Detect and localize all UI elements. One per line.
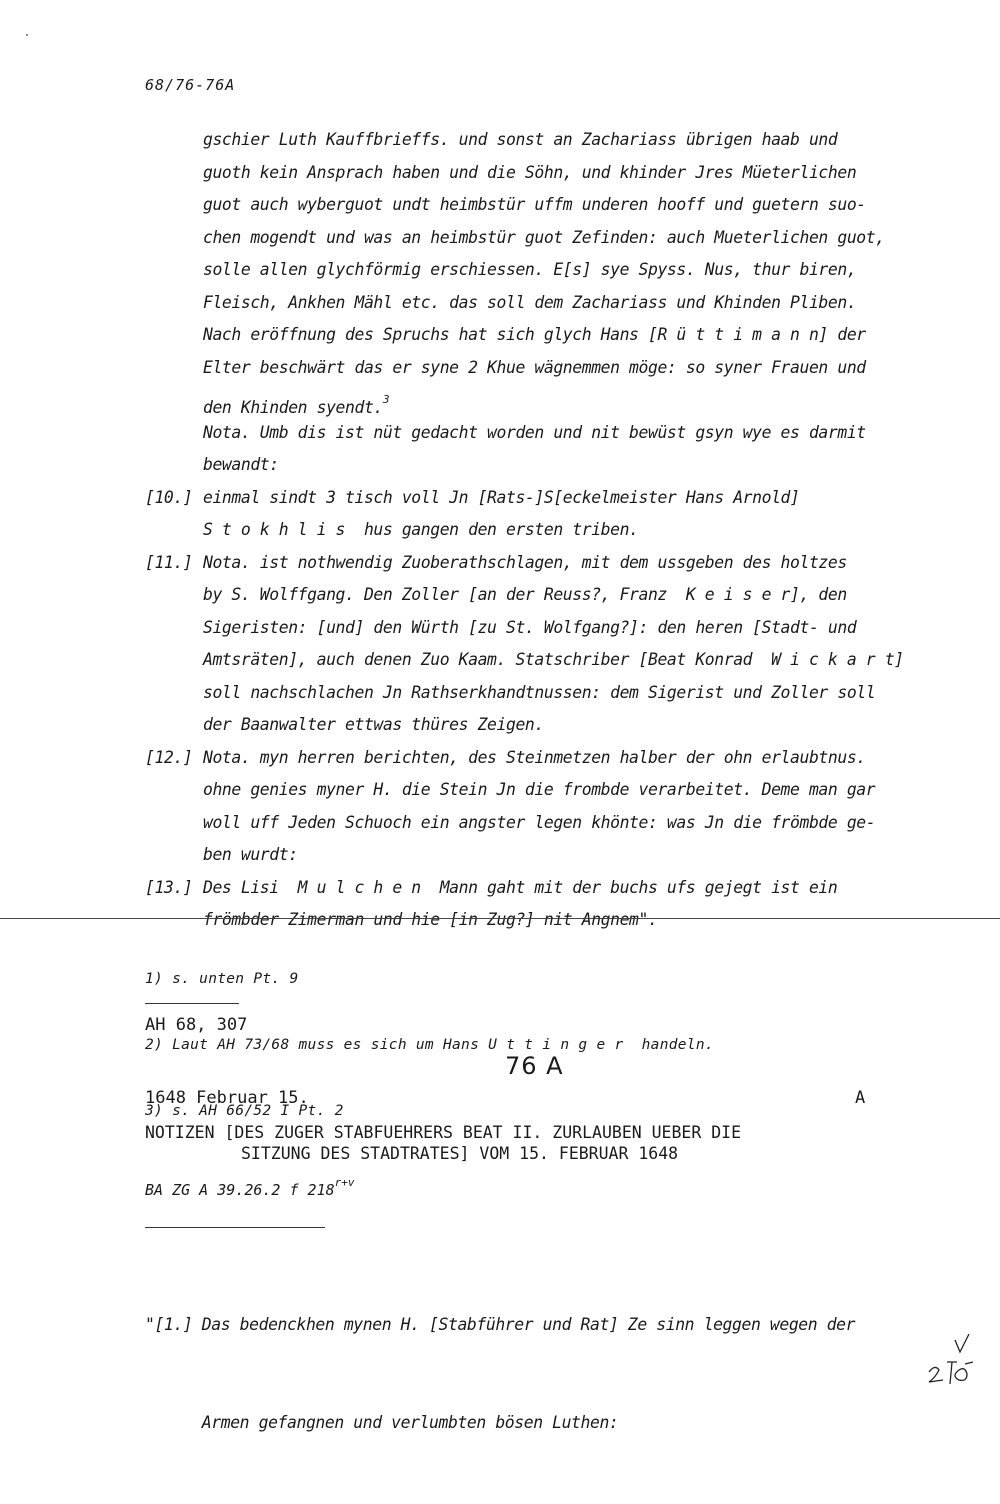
body-line <box>145 384 945 417</box>
title-line-2: SITZUNG DES STADTRATES] VOM 15. FEBRUAR 1648 <box>241 1144 679 1163</box>
title-line-1: NOTIZEN [DES ZUGER STABFUEHRERS BEAT II. ZURLAUBEN UEBER DIE <box>145 1123 742 1142</box>
paragraph-number: [13.] <box>145 877 193 897</box>
document-body <box>145 1244 945 1504</box>
body-line-text: S t o k h l i s hus gangen den ersten triben. <box>203 520 639 539</box>
footnote-divider <box>0 918 1000 919</box>
handwritten-page-mark <box>925 1334 985 1390</box>
body-line <box>145 157 945 190</box>
body-line-text: der Baanwalter ettwas thüres Zeigen. <box>203 715 544 734</box>
body-line <box>145 872 945 905</box>
body-line <box>145 417 945 450</box>
body-line <box>145 319 945 352</box>
footnote-marker: 3 <box>382 393 390 406</box>
body-line-text: ohne genies myner H. die Stein Jn die frombde verarbeitet. Deme man gar <box>203 780 876 799</box>
body-line <box>145 644 945 677</box>
body-line-text: by S. Wolffgang. Den Zoller [an der Reuss?, Franz K e i s e r], den <box>203 585 847 604</box>
handwritten-mark-icon <box>925 1334 985 1390</box>
speck <box>26 34 28 36</box>
section-rule <box>145 1227 325 1228</box>
document-title <box>145 1122 905 1164</box>
body-line <box>145 124 945 157</box>
doc-body-line: Armen gefangnen und verlumbten bösen Luthen: <box>145 1412 619 1432</box>
body-line-text: Amtsräten], auch denen Zuo Kaam. Statschriber [Beat Konrad W i c k a r t] <box>203 650 904 669</box>
body-line-text: guot auch wyberguot undt heimbstür uffm underen hooff und guetern suo- <box>203 195 866 214</box>
body-text <box>145 124 945 937</box>
body-line-text: guoth kein Ansprach haben und die Söhn, und khinder Jres Müeterlichen <box>203 162 857 182</box>
page-header-ref: 68/76-76A <box>145 76 236 94</box>
body-line <box>145 774 945 807</box>
body-line <box>145 742 945 775</box>
body-line-text: den Khinden syendt. <box>203 398 383 417</box>
body-line <box>145 254 945 287</box>
archive-text: BA ZG A 39.26.2 f 218 <box>145 1181 335 1199</box>
document-number: 76 A <box>505 1052 564 1080</box>
body-line <box>145 547 945 580</box>
body-line-text: Des Lisi M u l c h e n Mann gaht mit der buchs ufs gejegt ist ein <box>203 877 838 897</box>
body-line-text: Sigeristen: [und] den Würth [zu St. Wolfgang?]: den heren [Stadt- und <box>203 617 857 637</box>
body-line <box>145 677 945 710</box>
body-line <box>145 709 945 742</box>
footnote-2: 2) Laut AH 73/68 muss es sich um Hans U t t i n g e r handeln. <box>145 1037 714 1053</box>
body-line-text: frömbder Zimerman und hie [in Zug?] nit Angnem". <box>203 910 658 929</box>
paragraph-number: [12.] <box>145 747 193 767</box>
document-date: 1648 Februar 15. <box>145 1088 309 1108</box>
ah-reference: AH 68, 307 <box>145 1015 248 1035</box>
body-line-text: ben wurdt: <box>203 845 298 864</box>
body-line <box>145 222 945 255</box>
body-line-text: Nota. ist nothwendig Zuoberathschlagen, mit dem ussgeben des holtzes <box>203 552 847 572</box>
archive-reference <box>145 1176 355 1199</box>
body-line-text: woll uff Jeden Schuoch ein angster legen khönte: was Jn die frömbde ge- <box>203 812 876 832</box>
body-line-text: solle allen glychförmig erschiessen. E[s] sye Spyss. Nus, thur biren, <box>203 260 857 279</box>
body-line-text: einmal sindt 3 tisch voll Jn [Rats-]S[eckelmeister Hans Arnold] <box>203 487 800 507</box>
body-line-text: soll nachschlachen Jn Rathserkhandtnussen: dem Sigerist und Zoller soll <box>203 682 876 702</box>
body-line <box>145 287 945 320</box>
body-line <box>145 514 945 547</box>
archive-superscript: r+v <box>334 1176 355 1189</box>
body-line <box>145 839 945 872</box>
paragraph-number: [10.] <box>145 487 193 507</box>
body-line <box>145 482 945 515</box>
body-line-text: bewandt: <box>203 455 279 474</box>
document-letter: A <box>855 1088 866 1108</box>
body-line <box>145 579 945 612</box>
paragraph-number: [11.] <box>145 552 193 572</box>
body-line <box>145 189 945 222</box>
body-line-text: Fleisch, Ankhen Mähl etc. das soll dem Zachariass und Khinden Pliben. <box>203 292 857 312</box>
body-line <box>145 352 945 385</box>
footnote-1: 1) s. unten Pt. 9 <box>145 971 299 987</box>
body-line-text: Nota. myn herren berichten, des Steinmetzen halber der ohn erlaubtnus. <box>203 747 866 767</box>
body-line-text: Nach eröffnung des Spruchs hat sich glych Hans [R ü t t i m a n n] der <box>203 325 866 344</box>
body-line <box>145 807 945 840</box>
body-line <box>145 612 945 645</box>
body-line <box>145 449 945 482</box>
doc-body-line: "[1.] Das bedenckhen mynen H. [Stabführer und Rat] Ze sinn leggen wegen der <box>145 1315 856 1334</box>
short-rule <box>145 1003 239 1004</box>
body-line-text: gschier Luth Kauffbrieffs. und sonst an Zachariass übrigen haab und <box>203 130 838 149</box>
body-line-text: chen mogendt und was an heimbstür guot Zefinden: auch Mueterlichen guot, <box>203 227 885 247</box>
body-line-text: Elter beschwärt das er syne 2 Khue wägnemmen möge: so syner Frauen und <box>203 357 866 377</box>
footnote-3: 3) s. AH 66/52 I Pt. 2 <box>145 1103 344 1119</box>
body-line-text: Nota. Umb dis ist nüt gedacht worden und nit bewüst gsyn wye es darmit <box>203 422 866 442</box>
